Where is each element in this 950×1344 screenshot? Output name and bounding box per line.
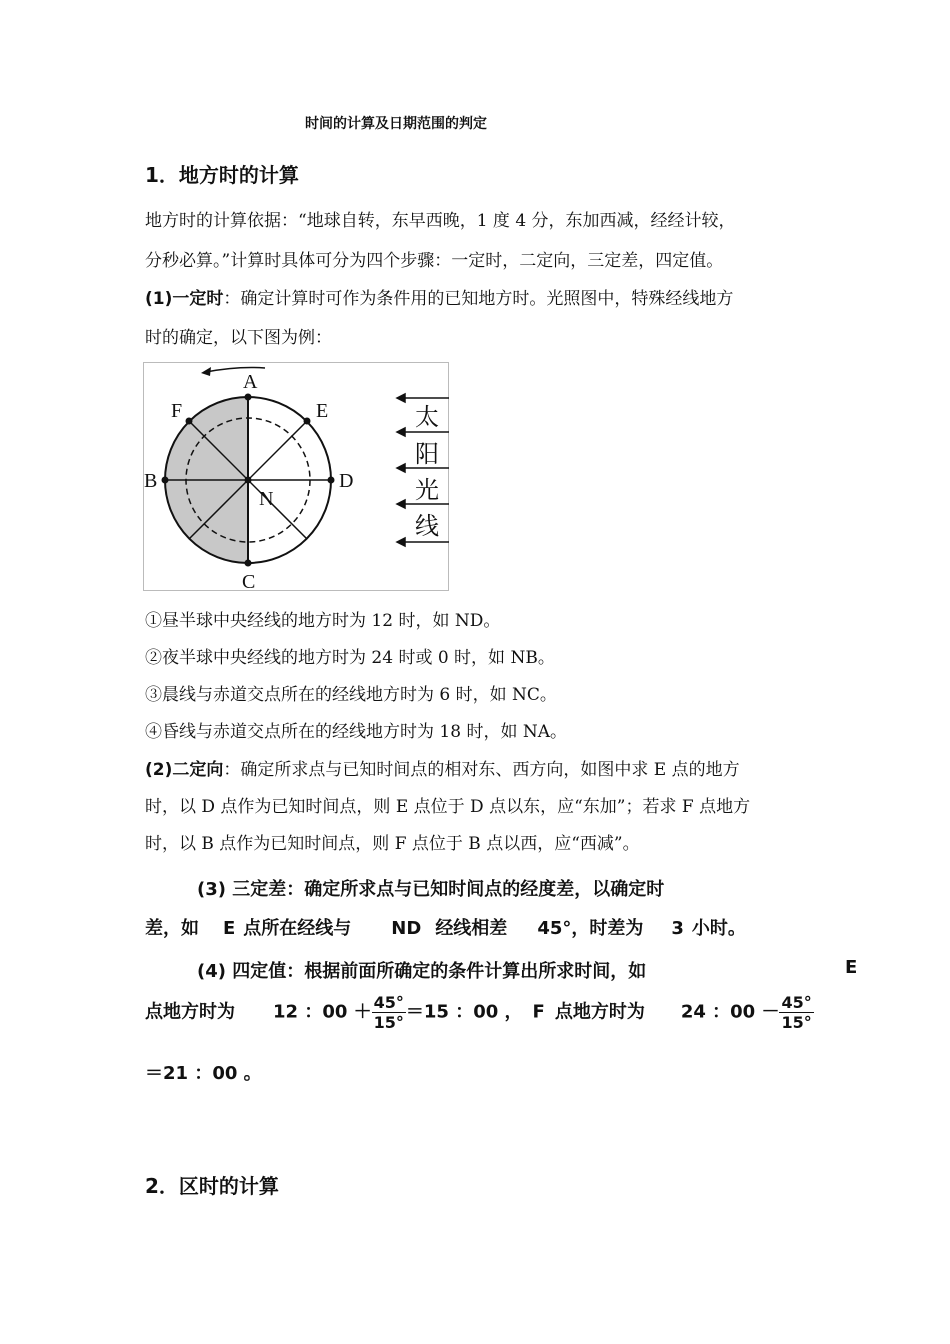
list-item-4: ④昏线与赤道交点所在的经线地方时为 18 时，如 NA。 (145, 722, 567, 742)
step3-line2 (145, 914, 746, 940)
sunlight-char-2: 阳 (415, 440, 439, 468)
step4-line2 (145, 993, 814, 1032)
step3-text-b: 点所在经线与 (243, 918, 352, 939)
label-B: B (144, 470, 158, 492)
step3-hours: 3 (671, 918, 684, 939)
step2-line3: 时，以 B 点作为已知时间点，则 F 点位于 B 点以西，应“西减”。 (145, 834, 640, 854)
point-C (245, 560, 252, 567)
step4-text-a: 点地方时为 (145, 1001, 235, 1023)
fraction-denominator-2: 15° (781, 1013, 812, 1032)
step4-expr-e-start: 12 ：00 ＋ (273, 1001, 372, 1023)
label-N: N (259, 488, 274, 510)
section2-heading: 2．区时的计算 (145, 1174, 279, 1198)
illumination-diagram (143, 362, 449, 591)
step4-line1: (4) 四定值：根据前面所确定的条件计算出所求时间，如 (197, 961, 647, 982)
fraction-denominator: 15° (373, 1013, 404, 1032)
label-E: E (316, 400, 329, 422)
step4-point-F: F (532, 1001, 545, 1023)
step4-expr-f-start: 24 ：00 － (680, 1001, 780, 1023)
step1-text: ：确定计算时可作为条件用的已知地方时。光照图中，特殊经线地方 (223, 289, 734, 309)
step1-label: (1)一定时 (145, 289, 224, 309)
document-title: 时间的计算及日期范围的判定 (305, 116, 487, 132)
point-D (328, 477, 335, 484)
step2-line2: 时，以 D 点作为已知时间点，则 E 点位于 D 点以东，应“东加”；若求 F 点地方 (145, 797, 751, 817)
fraction-numerator-2: 45° (781, 993, 812, 1012)
paragraph-basis-line2: 分秒必算。”计算时具体可分为四个步骤：一定时，二定向，三定差，四定值。 (145, 251, 724, 271)
label-F: F (171, 400, 183, 422)
section1-heading: 1．地方时的计算 (145, 163, 299, 187)
step1-line1 (145, 287, 733, 311)
step4-line3: ＝21 ：00 。 (145, 1063, 262, 1084)
point-E (304, 418, 311, 425)
label-A: A (243, 371, 258, 393)
step3-meridian-ND: ND (391, 918, 422, 939)
fraction-45-over-15-f (779, 993, 813, 1032)
step3-text-e: 小时。 (691, 918, 746, 939)
step3-line1: (3) 三定差：确定所求点与已知时间点的经度差，以确定时 (197, 879, 665, 900)
point-N (245, 477, 252, 484)
step3-degree-diff: 45° (537, 918, 572, 939)
step3-point-E: E (223, 918, 236, 939)
step4-text-b: 点地方时为 (554, 1001, 645, 1023)
label-D: D (339, 470, 354, 492)
step2-line1 (145, 758, 740, 782)
fraction-45-over-15-e (372, 993, 406, 1032)
sunlight-char-3: 光 (415, 476, 439, 504)
step3-text-a: 差，如 (145, 918, 199, 939)
list-item-2: ②夜半球中央经线的地方时为 24 时或 0 时，如 NB。 (145, 648, 555, 668)
list-item-3: ③晨线与赤道交点所在的经线地方时为 6 时，如 NC。 (145, 685, 557, 705)
step2-label: (2)二定向 (145, 760, 224, 780)
paragraph-basis-line1: 地方时的计算依据：“地球自转，东早西晚，1 度 4 分，东加西减，经经计较， (145, 211, 736, 231)
step4-result-e: ＝15 ：00 ， (405, 1001, 523, 1023)
sunlight-char-1: 太 (415, 403, 439, 431)
step4-line1-E: E (845, 957, 858, 978)
point-B (162, 477, 169, 484)
label-C: C (242, 571, 256, 591)
point-A (245, 394, 252, 401)
step3-text-c: 经线相差 (435, 918, 508, 939)
point-F (186, 418, 193, 425)
list-item-1: ①昼半球中央经线的地方时为 12 时，如 ND。 (145, 611, 501, 631)
step1-line2: 时的确定，以下图为例： (145, 328, 332, 348)
step3-text-d: ，时差为 (571, 918, 644, 939)
sunlight-char-4: 线 (415, 512, 439, 540)
fraction-numerator: 45° (373, 993, 404, 1012)
step2-text: ：确定所求点与已知时间点的相对东、西方向，如图中求 E 点的地方 (223, 760, 740, 780)
